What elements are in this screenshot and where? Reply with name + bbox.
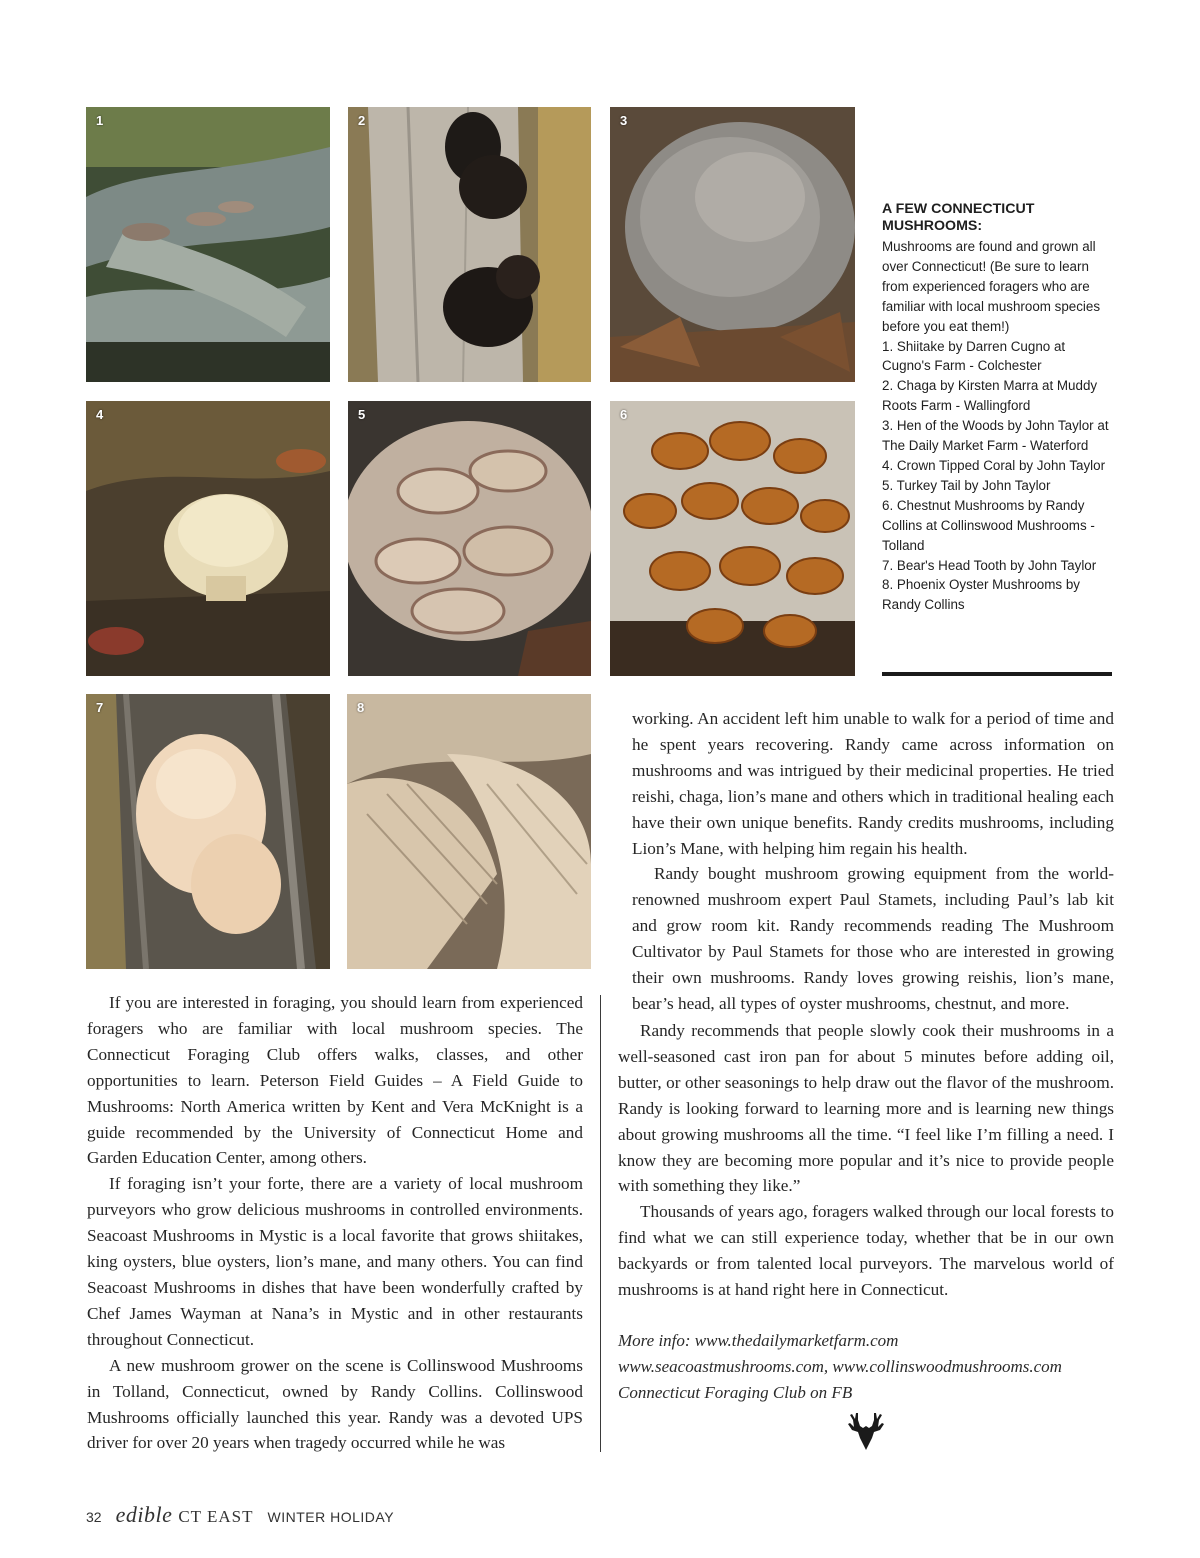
photo-number: 4 <box>96 407 104 422</box>
article-right-column-top <box>632 706 1114 1017</box>
photo-number: 5 <box>358 407 366 422</box>
article-paragraph: If you are interested in foraging, you should learn from experienced foragers who are familiar with local mushroom species. The Connecticut Foraging Club offers walks, classes, and other opportunities to learn. Peterson Field Guides – A Field Guide to Mushrooms: North America written by Kent and Vera McKnight is a guide recommended by the University of Connecticut Home and Garden Education Center, among others. <box>87 993 583 1168</box>
photo-number: 1 <box>96 113 104 128</box>
sidebar-item: 5. Turkey Tail by John Taylor <box>882 477 1051 493</box>
photo-number: 8 <box>357 700 365 715</box>
shiitake-illustration <box>86 107 330 382</box>
sidebar-item: 1. Shiitake by Darren Cugno at Cugno's Farm - Colchester <box>882 338 1066 374</box>
photo-bears-head-tooth <box>86 694 330 969</box>
column-divider <box>600 995 601 1452</box>
phoenix-oyster-illustration <box>347 694 591 969</box>
article-paragraph: Randy bought mushroom growing equipment from the world-renowned mushroom expert Paul Stamets, including Paul’s lab kit and grow room kit. Randy recommends reading The Mushroom Cultivator by Paul Stamets for those who are interested in growing their own mushrooms. Randy loves growing reishis, lion’s mane, bear’s head, all types of oyster mushrooms, chestnut, and more. <box>632 864 1114 1013</box>
article-right-column-bottom <box>618 1018 1114 1303</box>
more-info-line: More info: www.thedailymarketfarm.com <box>618 1331 899 1350</box>
bears-head-tooth-illustration <box>86 694 330 969</box>
photo-number: 6 <box>620 407 628 422</box>
more-info-line: www.seacoastmushrooms.com, www.collinswoodmushrooms.com <box>618 1357 1062 1376</box>
photo-hen-of-the-woods <box>610 107 855 382</box>
sidebar-rule <box>882 672 1112 676</box>
issue-name: WINTER HOLIDAY <box>267 1509 395 1525</box>
photo-number: 7 <box>96 700 104 715</box>
article-paragraph: Thousands of years ago, foragers walked through our local forests to find what we can still experience today, whether that be in our own backyards or from talented local purveyors. The marvelous world of mushrooms is at hand right here in Connecticut. <box>618 1202 1114 1300</box>
turkey-tail-illustration <box>348 401 591 676</box>
article-paragraph: If foraging isn’t your forte, there are a variety of local mushroom purveyors who grow delicious mushrooms in controlled environments. Seacoast Mushrooms in Mystic is a local favorite that grows shiitakes, king oysters, blue oysters, lion’s mane, and many others. You can find Seacoast Mushrooms in dishes that have been wonderfully crafted by Chef James Wayman at Nana’s in Mystic and in other restaurants throughout Connecticut. <box>87 1174 583 1349</box>
photo-phoenix-oyster <box>347 694 591 969</box>
photo-number: 2 <box>358 113 366 128</box>
photo-crown-tipped-coral <box>86 401 330 676</box>
brand-edible: edible <box>115 1502 173 1527</box>
hen-of-the-woods-illustration <box>610 107 855 382</box>
sidebar-title: A FEW CONNECTICUT MUSHROOMS: <box>882 201 1035 234</box>
sidebar-mushroom-list <box>882 201 1112 615</box>
photo-turkey-tail <box>348 401 591 676</box>
sidebar-item: 2. Chaga by Kirsten Marra at Muddy Roots Farm - Wallingford <box>882 378 1098 414</box>
crown-tipped-coral-illustration <box>86 401 330 676</box>
brand-ct-east: CT EAST <box>178 1507 254 1526</box>
sidebar-item: 3. Hen of the Woods by John Taylor at The Daily Market Farm - Waterford <box>882 418 1109 454</box>
photo-chestnut-mushrooms <box>610 401 855 676</box>
photo-shiitake <box>86 107 330 382</box>
article-left-column <box>87 990 583 1456</box>
sidebar-item: 7. Bear's Head Tooth by John Taylor <box>882 557 1097 573</box>
article-paragraph: Randy recommends that people slowly cook their mushrooms in a well-seasoned cast iron pan for about 5 minutes before adding oil, butter, or other seasonings to help draw out the flavor of the mushroom. Randy is looking forward to learning more and is learning new things about growing mushrooms all the time. “I feel like I’m filling a need. I know they are becoming more popular and it’s nice to provide people with something they like.” <box>618 1021 1114 1196</box>
article-paragraph: A new mushroom grower on the scene is Collinswood Mushrooms in Tolland, Connecticut, owned by Randy Collins. Collinswood Mushrooms officially launched this year. Randy was a devoted UPS driver for over 20 years when tragedy occurred while he was <box>87 1355 583 1453</box>
photo-number: 3 <box>620 113 628 128</box>
photo-chaga <box>348 107 591 382</box>
page-number: 32 <box>86 1509 102 1525</box>
sidebar-item: 6. Chestnut Mushrooms by Randy Collins at Collinswood Mushrooms - Tolland <box>882 497 1095 553</box>
deer-head-icon <box>846 1410 886 1452</box>
more-info-block <box>618 1328 1118 1406</box>
sidebar-intro: Mushrooms are found and grown all over Connecticut! (Be sure to learn from experienced foragers who are familiar with local mushroom species before you eat them!) <box>882 239 1101 334</box>
chaga-illustration <box>348 107 591 382</box>
more-info-line: Connecticut Foraging Club on FB <box>618 1383 853 1402</box>
sidebar-item: 4. Crown Tipped Coral by John Taylor <box>882 457 1106 473</box>
article-paragraph: working. An accident left him unable to walk for a period of time and he spent years recovering. Randy came across information on mushrooms and was intrigued by their medicinal properties. He tried reishi, chaga, lion’s mane and others which in traditional healing each have their own unique benefits. Randy credits mushrooms, including Lion’s Mane, with helping him regain his health. <box>632 709 1114 858</box>
chestnut-mushrooms-illustration <box>610 401 855 676</box>
sidebar-item: 8. Phoenix Oyster Mushrooms by Randy Collins <box>882 577 1080 613</box>
page-footer <box>86 1502 394 1526</box>
